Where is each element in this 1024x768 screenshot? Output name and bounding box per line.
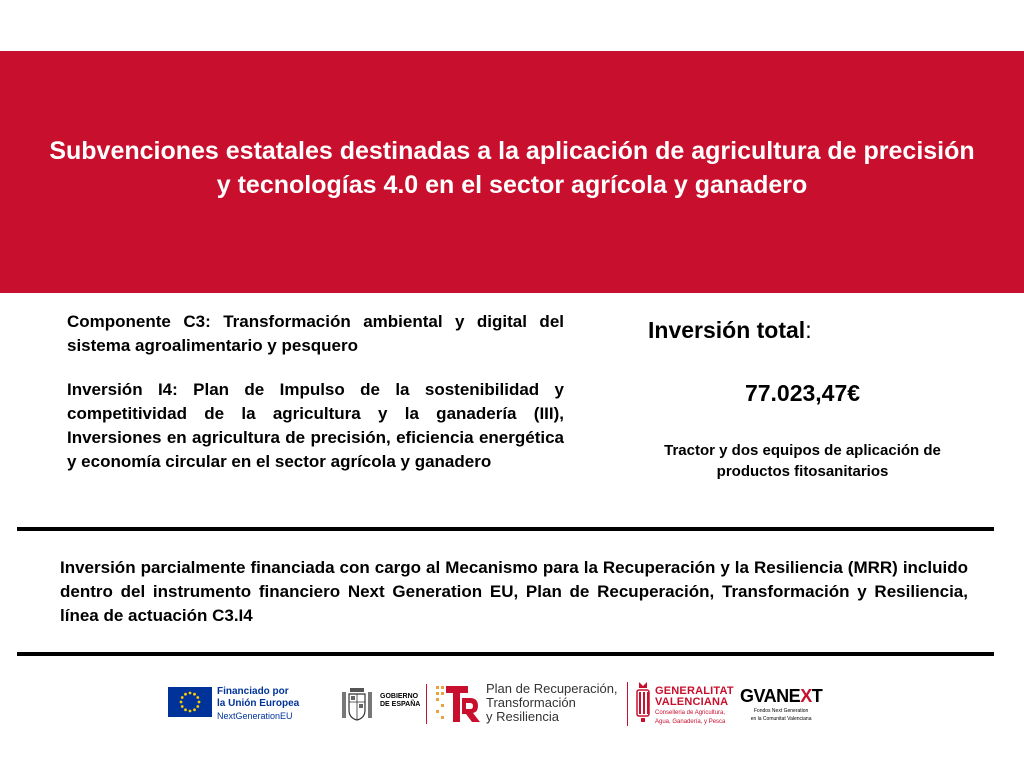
gva-line3: Conselleria de Agricultura, [655,710,726,716]
gobierno-line1: GOBIERNO [380,693,419,700]
gva-line4: Agua, Ganadería, y Pesca [655,719,726,725]
divider-bottom [17,652,994,656]
prtr-logo-icon [436,680,482,728]
prtr-line2: Transformación [486,695,576,710]
eu-line2: la Unión Europea [217,698,300,709]
page-title: Subvenciones estatales destinadas a la aplicación de agricultura de precisión y tecnologías 4.0 en el sector agrícola y ganadero [49,137,975,199]
gobierno-text [380,693,420,709]
gvanext-line1: Fondos Next Generation [753,708,809,714]
eu-flag-icon [168,687,212,717]
prtr-line1: Plan de Recuperación, [486,681,618,696]
eu-line1: Financiado por [217,686,289,697]
logo-separator [627,682,628,726]
logo-bar [0,676,1024,736]
gvanext-brand-a: GVANE [740,686,801,706]
investment-line-text: Inversión I4: Plan de Impulso de la sostenibilidad y competitividad de la agricultura y la ganadería (III), Inversiones en agricultura de precisión, eficiencia energética y economía circular en el sector agrícola y ganadero [67,380,564,471]
investment-total-colon: : [805,317,812,343]
investment-total-label-text: Inversión total [648,317,806,343]
gva-line1: GENERALITAT [655,685,734,697]
header-banner [0,51,1024,293]
investment-description: Tractor y dos equipos de aplicación de productos fitosanitarios [664,442,941,480]
program-info [67,310,564,474]
gvanext-logo [740,686,822,722]
gva-text [655,686,734,726]
investment-total-label [648,317,812,344]
logo-separator [426,684,427,724]
investment-total-amount: 77.023,47€ [744,380,861,406]
eu-line3: NextGenerationEU [217,711,293,721]
component-text: Componente C3: Transformación ambiental y digital del sistema agroalimentario y pesquero [67,312,564,355]
prtr-line3: y Resiliencia [486,709,559,724]
gva-logo-icon [633,680,653,724]
gvanext-line2: en la Comunitat Valenciana [750,716,812,722]
funding-statement: Inversión parcialmente financiada con cargo al Mecanismo para la Recuperación y la Resiliencia (MRR) incluido dentro del instrumento financiero Next Generation EU, Plan de Recuperación, Transformación y Resiliencia, línea de actuación C3.I4 [60,558,968,625]
divider-top [17,527,994,531]
gvanext-brand-c: T [811,686,823,706]
gobierno-line2: DE ESPAÑA [380,701,421,708]
gva-line2: VALENCIANA [655,696,729,708]
spain-coat-of-arms-icon [340,684,374,724]
gvanext-wordmark [740,686,822,706]
gvanext-brand-x: X [800,686,812,706]
prtr-text [486,682,618,724]
eu-funding-text [217,686,299,722]
